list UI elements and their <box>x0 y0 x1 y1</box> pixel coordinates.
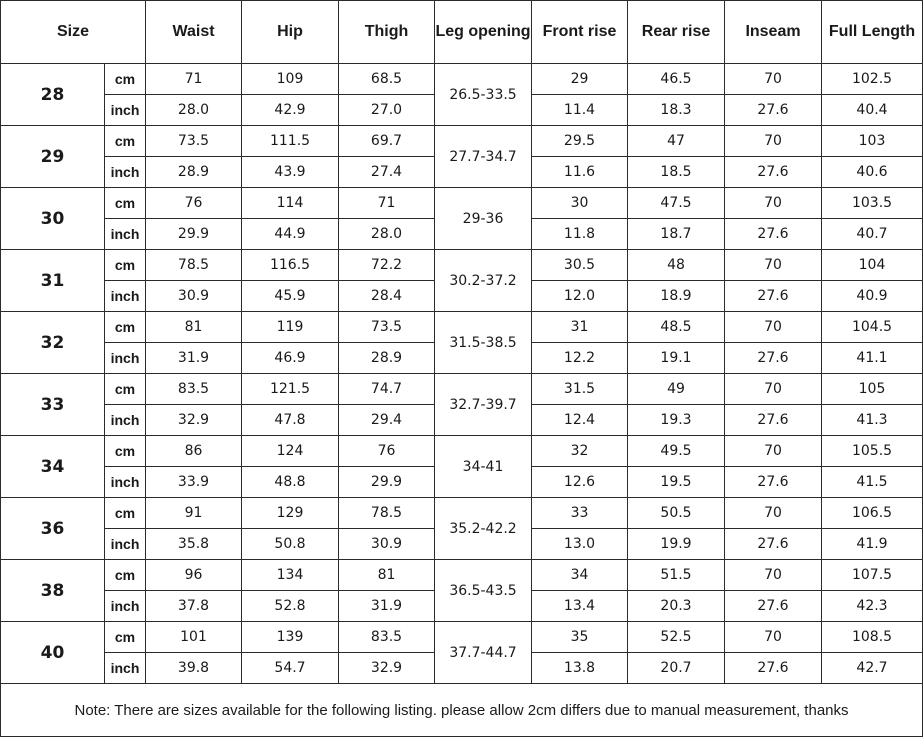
hip-value: 54.7 <box>242 653 339 684</box>
unit-label: cm <box>105 622 146 653</box>
hip-value: 111.5 <box>242 126 339 157</box>
rear-value: 46.5 <box>628 64 725 95</box>
rear-value: 18.9 <box>628 281 725 312</box>
rear-value: 51.5 <box>628 560 725 591</box>
size-label: 28 <box>1 64 105 126</box>
rear-value: 18.5 <box>628 157 725 188</box>
size-label: 31 <box>1 250 105 312</box>
unit-label: inch <box>105 405 146 436</box>
header-front-rise: Front rise <box>532 1 628 64</box>
inseam-value: 27.6 <box>725 591 822 622</box>
front-value: 30.5 <box>532 250 628 281</box>
hip-value: 45.9 <box>242 281 339 312</box>
inseam-value: 70 <box>725 436 822 467</box>
inseam-value: 27.6 <box>725 343 822 374</box>
inseam-value: 70 <box>725 622 822 653</box>
unit-label: cm <box>105 188 146 219</box>
size-label: 38 <box>1 560 105 622</box>
waist-value: 28.0 <box>146 95 242 126</box>
front-value: 13.8 <box>532 653 628 684</box>
inseam-value: 70 <box>725 250 822 281</box>
rear-value: 20.3 <box>628 591 725 622</box>
length-value: 108.5 <box>822 622 923 653</box>
rear-value: 49.5 <box>628 436 725 467</box>
rear-value: 48.5 <box>628 312 725 343</box>
inseam-value: 27.6 <box>725 467 822 498</box>
length-value: 102.5 <box>822 64 923 95</box>
waist-value: 32.9 <box>146 405 242 436</box>
inseam-value: 27.6 <box>725 653 822 684</box>
thigh-value: 78.5 <box>339 498 435 529</box>
hip-value: 42.9 <box>242 95 339 126</box>
front-value: 29.5 <box>532 126 628 157</box>
front-value: 12.0 <box>532 281 628 312</box>
waist-value: 91 <box>146 498 242 529</box>
rear-value: 19.1 <box>628 343 725 374</box>
front-value: 12.4 <box>532 405 628 436</box>
unit-label: cm <box>105 436 146 467</box>
leg-opening-value: 30.2-37.2 <box>435 250 532 312</box>
leg-opening-value: 35.2-42.2 <box>435 498 532 560</box>
unit-label: cm <box>105 250 146 281</box>
unit-label: inch <box>105 529 146 560</box>
header-rear-rise: Rear rise <box>628 1 725 64</box>
hip-value: 134 <box>242 560 339 591</box>
inseam-value: 70 <box>725 560 822 591</box>
waist-value: 96 <box>146 560 242 591</box>
unit-label: inch <box>105 219 146 250</box>
unit-label: inch <box>105 467 146 498</box>
note-row <box>1 684 923 737</box>
leg-opening-value: 32.7-39.7 <box>435 374 532 436</box>
hip-value: 109 <box>242 64 339 95</box>
inseam-value: 27.6 <box>725 529 822 560</box>
hip-value: 114 <box>242 188 339 219</box>
unit-label: cm <box>105 126 146 157</box>
size-row-cm <box>1 622 923 653</box>
length-value: 40.4 <box>822 95 923 126</box>
rear-value: 48 <box>628 250 725 281</box>
size-row-cm <box>1 436 923 467</box>
header-hip: Hip <box>242 1 339 64</box>
inseam-value: 70 <box>725 498 822 529</box>
thigh-value: 68.5 <box>339 64 435 95</box>
thigh-value: 76 <box>339 436 435 467</box>
inseam-value: 27.6 <box>725 405 822 436</box>
front-value: 11.6 <box>532 157 628 188</box>
rear-value: 20.7 <box>628 653 725 684</box>
front-value: 31 <box>532 312 628 343</box>
size-row-cm <box>1 498 923 529</box>
front-value: 11.8 <box>532 219 628 250</box>
inseam-value: 70 <box>725 64 822 95</box>
length-value: 41.1 <box>822 343 923 374</box>
unit-label: cm <box>105 374 146 405</box>
header-thigh: Thigh <box>339 1 435 64</box>
waist-value: 37.8 <box>146 591 242 622</box>
inseam-value: 27.6 <box>725 281 822 312</box>
thigh-value: 27.0 <box>339 95 435 126</box>
hip-value: 124 <box>242 436 339 467</box>
hip-value: 47.8 <box>242 405 339 436</box>
front-value: 13.4 <box>532 591 628 622</box>
leg-opening-value: 37.7-44.7 <box>435 622 532 684</box>
rear-value: 18.7 <box>628 219 725 250</box>
thigh-value: 29.9 <box>339 467 435 498</box>
hip-value: 43.9 <box>242 157 339 188</box>
thigh-value: 29.4 <box>339 405 435 436</box>
length-value: 40.6 <box>822 157 923 188</box>
length-value: 103 <box>822 126 923 157</box>
size-label: 29 <box>1 126 105 188</box>
front-value: 34 <box>532 560 628 591</box>
hip-value: 50.8 <box>242 529 339 560</box>
size-label: 33 <box>1 374 105 436</box>
inseam-value: 70 <box>725 374 822 405</box>
length-value: 104 <box>822 250 923 281</box>
hip-value: 116.5 <box>242 250 339 281</box>
hip-value: 44.9 <box>242 219 339 250</box>
thigh-value: 71 <box>339 188 435 219</box>
hip-value: 46.9 <box>242 343 339 374</box>
leg-opening-value: 29-36 <box>435 188 532 250</box>
unit-label: cm <box>105 64 146 95</box>
rear-value: 52.5 <box>628 622 725 653</box>
waist-value: 39.8 <box>146 653 242 684</box>
header-size: Size <box>1 1 146 64</box>
size-row-cm <box>1 374 923 405</box>
front-value: 32 <box>532 436 628 467</box>
hip-value: 129 <box>242 498 339 529</box>
front-value: 35 <box>532 622 628 653</box>
waist-value: 30.9 <box>146 281 242 312</box>
unit-label: cm <box>105 498 146 529</box>
unit-label: cm <box>105 560 146 591</box>
header-inseam: Inseam <box>725 1 822 64</box>
measurement-note: Note: There are sizes available for the following listing. please allow 2cm differs due to manual measurement, thanks <box>1 684 923 737</box>
thigh-value: 28.4 <box>339 281 435 312</box>
unit-label: inch <box>105 343 146 374</box>
header-leg-opening: Leg opening <box>435 1 532 64</box>
thigh-value: 73.5 <box>339 312 435 343</box>
length-value: 41.5 <box>822 467 923 498</box>
rear-value: 19.3 <box>628 405 725 436</box>
size-label: 40 <box>1 622 105 684</box>
inseam-value: 70 <box>725 312 822 343</box>
size-row-cm <box>1 312 923 343</box>
header-waist: Waist <box>146 1 242 64</box>
rear-value: 18.3 <box>628 95 725 126</box>
unit-label: cm <box>105 312 146 343</box>
size-row-cm <box>1 560 923 591</box>
size-row-cm <box>1 188 923 219</box>
front-value: 12.2 <box>532 343 628 374</box>
rear-value: 49 <box>628 374 725 405</box>
thigh-value: 31.9 <box>339 591 435 622</box>
waist-value: 33.9 <box>146 467 242 498</box>
length-value: 105.5 <box>822 436 923 467</box>
size-label: 36 <box>1 498 105 560</box>
unit-label: inch <box>105 653 146 684</box>
front-value: 30 <box>532 188 628 219</box>
thigh-value: 83.5 <box>339 622 435 653</box>
length-value: 105 <box>822 374 923 405</box>
rear-value: 47 <box>628 126 725 157</box>
hip-value: 121.5 <box>242 374 339 405</box>
front-value: 31.5 <box>532 374 628 405</box>
waist-value: 35.8 <box>146 529 242 560</box>
thigh-value: 30.9 <box>339 529 435 560</box>
length-value: 42.7 <box>822 653 923 684</box>
thigh-value: 28.0 <box>339 219 435 250</box>
front-value: 33 <box>532 498 628 529</box>
length-value: 104.5 <box>822 312 923 343</box>
waist-value: 28.9 <box>146 157 242 188</box>
waist-value: 29.9 <box>146 219 242 250</box>
size-row-cm <box>1 250 923 281</box>
waist-value: 83.5 <box>146 374 242 405</box>
size-rows <box>1 64 923 684</box>
leg-opening-value: 36.5-43.5 <box>435 560 532 622</box>
inseam-value: 27.6 <box>725 219 822 250</box>
size-label: 30 <box>1 188 105 250</box>
leg-opening-value: 31.5-38.5 <box>435 312 532 374</box>
size-label: 32 <box>1 312 105 374</box>
thigh-value: 69.7 <box>339 126 435 157</box>
rear-value: 47.5 <box>628 188 725 219</box>
thigh-value: 27.4 <box>339 157 435 188</box>
waist-value: 76 <box>146 188 242 219</box>
hip-value: 139 <box>242 622 339 653</box>
length-value: 106.5 <box>822 498 923 529</box>
length-value: 107.5 <box>822 560 923 591</box>
inseam-value: 70 <box>725 188 822 219</box>
unit-label: inch <box>105 281 146 312</box>
size-row-cm <box>1 64 923 95</box>
leg-opening-value: 27.7-34.7 <box>435 126 532 188</box>
front-value: 12.6 <box>532 467 628 498</box>
length-value: 40.7 <box>822 219 923 250</box>
thigh-value: 28.9 <box>339 343 435 374</box>
front-value: 29 <box>532 64 628 95</box>
length-value: 103.5 <box>822 188 923 219</box>
length-value: 41.9 <box>822 529 923 560</box>
rear-value: 50.5 <box>628 498 725 529</box>
length-value: 41.3 <box>822 405 923 436</box>
leg-opening-value: 34-41 <box>435 436 532 498</box>
inseam-value: 27.6 <box>725 95 822 126</box>
waist-value: 78.5 <box>146 250 242 281</box>
thigh-value: 81 <box>339 560 435 591</box>
header-row <box>1 1 923 64</box>
leg-opening-value: 26.5-33.5 <box>435 64 532 126</box>
waist-value: 81 <box>146 312 242 343</box>
inseam-value: 27.6 <box>725 157 822 188</box>
waist-value: 71 <box>146 64 242 95</box>
length-value: 42.3 <box>822 591 923 622</box>
size-label: 34 <box>1 436 105 498</box>
inseam-value: 70 <box>725 126 822 157</box>
unit-label: inch <box>105 157 146 188</box>
unit-label: inch <box>105 591 146 622</box>
hip-value: 52.8 <box>242 591 339 622</box>
rear-value: 19.9 <box>628 529 725 560</box>
length-value: 40.9 <box>822 281 923 312</box>
waist-value: 31.9 <box>146 343 242 374</box>
hip-value: 48.8 <box>242 467 339 498</box>
waist-value: 86 <box>146 436 242 467</box>
thigh-value: 32.9 <box>339 653 435 684</box>
rear-value: 19.5 <box>628 467 725 498</box>
waist-value: 101 <box>146 622 242 653</box>
size-row-cm <box>1 126 923 157</box>
thigh-value: 72.2 <box>339 250 435 281</box>
waist-value: 73.5 <box>146 126 242 157</box>
front-value: 13.0 <box>532 529 628 560</box>
unit-label: inch <box>105 95 146 126</box>
hip-value: 119 <box>242 312 339 343</box>
header-full-length: Full Length <box>822 1 923 64</box>
thigh-value: 74.7 <box>339 374 435 405</box>
front-value: 11.4 <box>532 95 628 126</box>
